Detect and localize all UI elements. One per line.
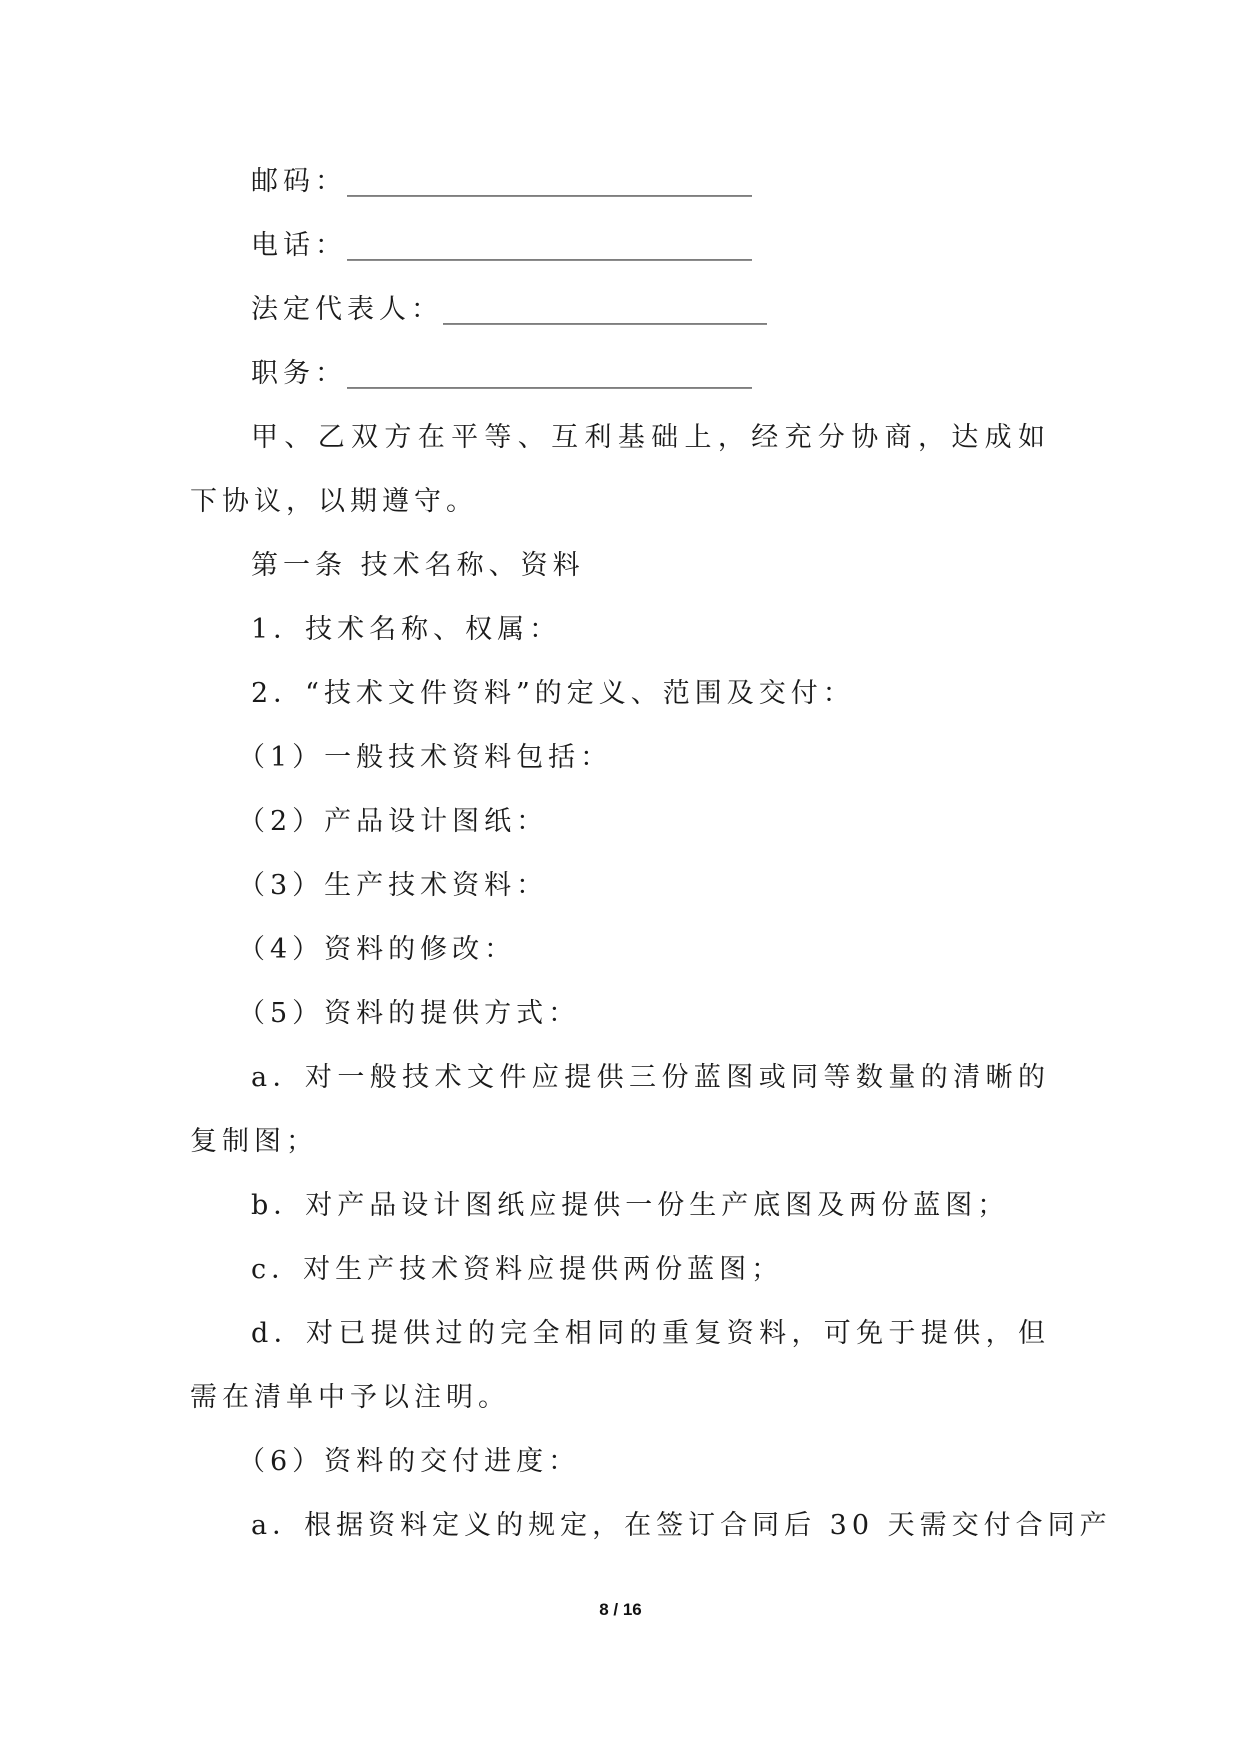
sub-item-5: （5）资料的提供方式： [238,998,581,1029]
sub-item-4: （4）资料的修改： [238,934,517,965]
sub-item-5-d: d．对已提供过的完全相同的重复资料，可免于提供，但需在清单中予以注明。 [190,1318,1050,1413]
phone-field [190,214,1050,278]
sub-item-6: （6）资料的交付进度： [238,1446,581,1477]
sub-item-1: （1）一般技术资料包括： [238,742,613,773]
phone-label: 电话： [251,230,347,261]
sub-item-5-c: c．对生产技术资料应提供两份蓝图； [251,1254,784,1285]
sub-item-3: （3）生产技术资料： [238,870,549,901]
intro-paragraph: 甲、乙双方在平等、互利基础上，经充分协商，达成如下协议，以期遵守。 [190,422,1050,517]
legal-representative-field [190,278,1050,342]
position-blank: ______________________________ [347,358,752,389]
sub-item-2: （2）产品设计图纸： [238,806,549,837]
phone-blank: ______________________________ [347,230,752,261]
item-2: 2．“技术文件资料”的定义、范围及交付： [251,678,855,709]
postcode-field [190,150,1050,214]
sub-item-5-a: a．对一般技术文件应提供三份蓝图或同等数量的清晰的复制图； [190,1062,1050,1157]
legal-representative-label: 法定代表人： [251,294,443,325]
sub-item-6-a: a．根据资料定义的规定，在签订合同后 30 天需交付合同产 [251,1510,1112,1541]
position-label: 职务： [251,358,347,389]
article-1-heading: 第一条 技术名称、资料 [251,550,585,581]
legal-representative-blank: ________________________ [443,294,767,325]
sub-item-5-b: b．对产品设计图纸应提供一份生产底图及两份蓝图； [251,1190,1010,1221]
document-body [190,150,1112,1558]
position-field [190,342,1050,406]
postcode-label: 邮码： [251,166,347,197]
page-number: 8 / 16 [599,1600,642,1619]
postcode-blank: ______________________________ [347,166,752,197]
item-1: 1．技术名称、权属： [251,614,562,645]
